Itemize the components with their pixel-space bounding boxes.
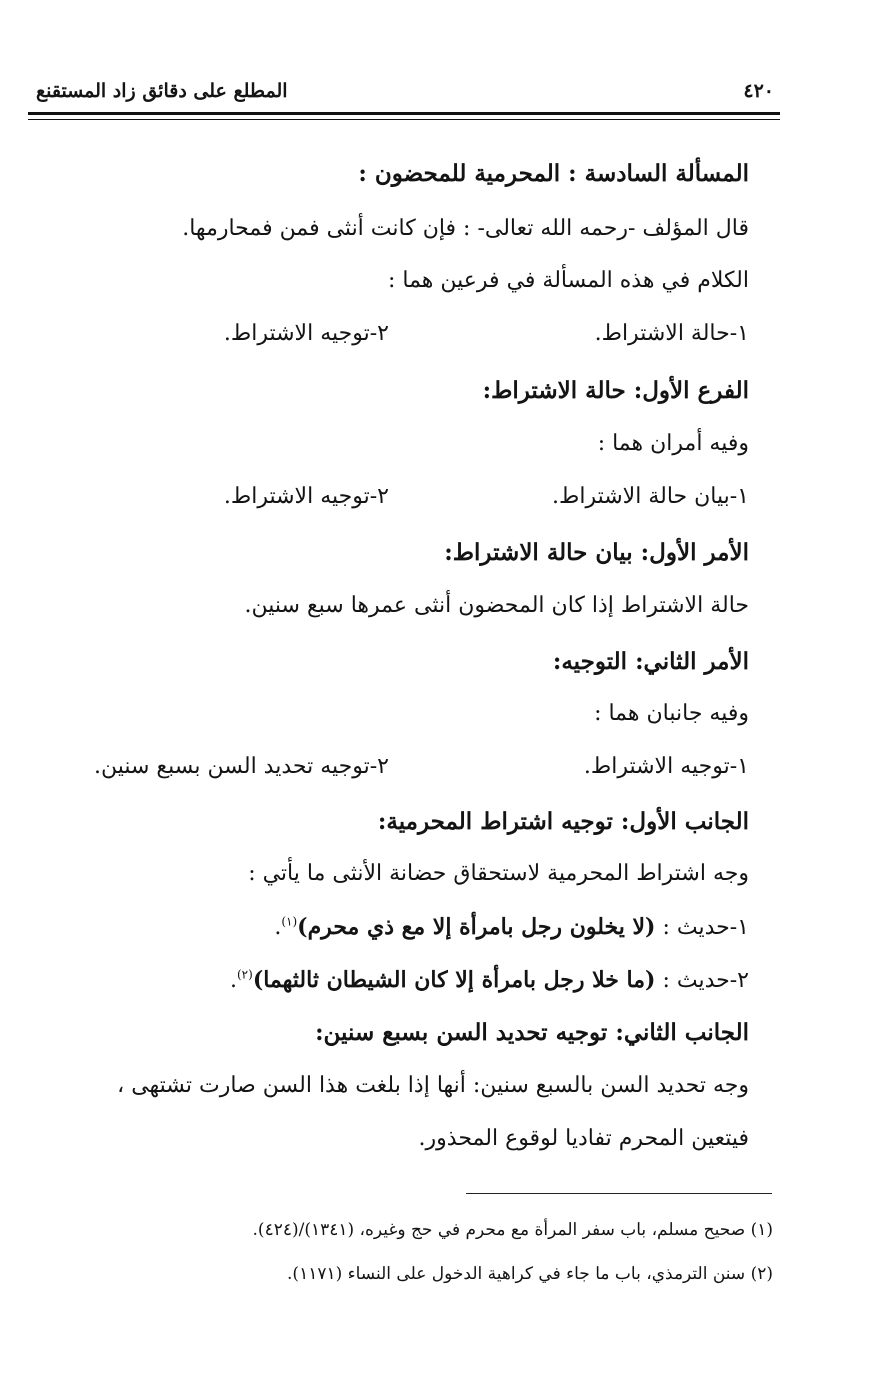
branch-1-heading: الفرع الأول: حالة الاشتراط:	[482, 377, 749, 404]
footnote-separator	[466, 1193, 772, 1194]
side-2-heading: الجانب الثاني: توجيه تحديد السن بسبع سنين:	[315, 1019, 749, 1046]
hadith-2	[230, 967, 749, 993]
issue-heading: المسألة السادسة : المحرمية للمحضون :	[358, 160, 749, 187]
author-quote: قال المؤلف -رحمه الله تعالى- : فإن كانت أنثى فمن فمحارمها.	[182, 216, 749, 241]
side-1-intro: وجه اشتراط المحرمية لاستحقاق حضانة الأنثى ما يأتي :	[248, 861, 749, 886]
two-matters-intro: وفيه أمران هما :	[597, 431, 749, 456]
header-rule-thick	[28, 112, 780, 115]
hadith-1-period: .	[274, 915, 282, 940]
branch-item-2: ٢-توجيه الاشتراط.	[223, 321, 389, 346]
hadith-1-text: (لا يخلون رجل بامرأة إلا مع ذي محرم)	[297, 914, 656, 940]
matter-item-2: ٢-توجيه الاشتراط.	[223, 484, 389, 509]
side-1-heading: الجانب الأول: توجيه اشتراط المحرمية:	[377, 808, 749, 835]
footnote-ref-2: (٢)	[236, 967, 253, 982]
matter-1-text: حالة الاشتراط إذا كان المحضون أنثى عمرها سبع سنين.	[244, 593, 749, 618]
branches-intro: الكلام في هذه المسألة في فرعين هما :	[387, 268, 749, 293]
book-title: المطلع على دقائق زاد المستقنع	[36, 80, 288, 102]
header-rule-thin	[28, 119, 780, 120]
page-header	[28, 72, 780, 112]
footnote-1: (١) صحيح مسلم، باب سفر المرأة مع محرم في حج وغيره، (١٣٤١)/(٤٢٤).	[252, 1220, 773, 1240]
two-sides-intro: وفيه جانبان هما :	[594, 701, 749, 726]
matter-1-heading: الأمر الأول: بيان حالة الاشتراط:	[444, 539, 749, 566]
side-item-2: ٢-توجيه تحديد السن بسبع سنين.	[93, 754, 389, 779]
hadith-2-prefix: ٢-حديث :	[655, 968, 749, 993]
branch-item-1: ١-حالة الاشتراط.	[594, 321, 749, 346]
side-2-text-line-2: فيتعين المحرم تفاديا لوقوع المحذور.	[418, 1126, 749, 1151]
hadith-1	[274, 914, 749, 940]
side-item-1: ١-توجيه الاشتراط.	[583, 754, 749, 779]
matter-2-heading: الأمر الثاني: التوجيه:	[552, 648, 749, 675]
hadith-1-prefix: ١-حديث :	[655, 915, 749, 940]
page-number: ٤٢٠	[743, 80, 774, 102]
hadith-2-period: .	[229, 968, 237, 993]
footnote-2: (٢) سنن الترمذي، باب ما جاء في كراهية الدخول على النساء (١١٧١).	[287, 1264, 773, 1284]
matter-item-1: ١-بيان حالة الاشتراط.	[552, 484, 749, 509]
side-2-text-line-1: وجه تحديد السن بالسبع سنين: أنها إذا بلغت هذا السن صارت تشتهى ،	[117, 1073, 749, 1098]
footnote-ref-1: (١)	[281, 914, 298, 929]
hadith-2-text: (ما خلا رجل بامرأة إلا كان الشيطان ثالثهما)	[252, 967, 656, 993]
